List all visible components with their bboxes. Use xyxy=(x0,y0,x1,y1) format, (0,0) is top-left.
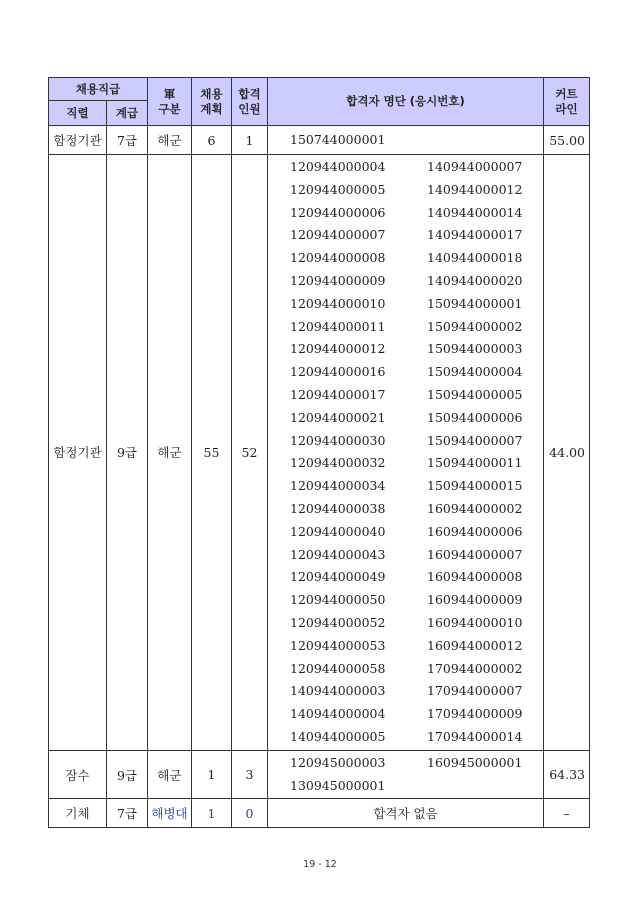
applicant-number: 160944000002 xyxy=(427,500,523,516)
table-row xyxy=(49,126,590,155)
applicant-number: 120944000032 xyxy=(290,455,386,471)
table-row xyxy=(49,799,590,828)
header-planned xyxy=(192,78,232,126)
cell-passed: 0 xyxy=(232,799,268,828)
applicant-number: 120944000006 xyxy=(290,204,386,220)
applicant-number: 120944000050 xyxy=(290,592,386,608)
applicant-number: 150944000011 xyxy=(427,455,523,471)
applicant-number: 160944000008 xyxy=(427,569,523,585)
header-passed-line1: 합격 xyxy=(238,86,261,101)
applicant-number: 160944000009 xyxy=(427,592,523,608)
cell-number-list xyxy=(268,750,544,799)
header-military-char: 軍 xyxy=(163,86,176,101)
applicant-number: 150944000015 xyxy=(427,478,523,494)
cell-passed: 1 xyxy=(232,126,268,155)
applicant-number: 120944000021 xyxy=(290,409,386,425)
applicant-number: 150944000006 xyxy=(427,409,523,425)
results-table xyxy=(48,77,590,828)
applicant-number: 120945000003 xyxy=(290,754,386,770)
applicant-number: 120944000004 xyxy=(290,159,386,174)
table-row xyxy=(49,750,590,799)
applicant-number: 140944000003 xyxy=(290,683,386,699)
applicant-number: 170944000007 xyxy=(427,683,523,699)
applicant-number: 160945000001 xyxy=(427,754,523,770)
header-planned-line1: 채용 xyxy=(200,86,223,101)
header-cutoff xyxy=(544,78,590,126)
applicant-number: 170944000014 xyxy=(427,728,523,744)
applicant-number: 120944000052 xyxy=(290,614,386,630)
applicant-number: 150744000001 xyxy=(290,131,386,147)
applicant-number: 120944000016 xyxy=(290,364,386,380)
applicant-number: 140944000018 xyxy=(427,250,523,266)
cell-branch: 해군 xyxy=(148,750,192,799)
applicant-number: 140944000014 xyxy=(427,204,523,220)
number-grid xyxy=(290,129,543,152)
cell-passed: 52 xyxy=(232,155,268,751)
applicant-number: 120944000005 xyxy=(290,181,386,197)
applicant-number: 120944000034 xyxy=(290,478,386,494)
header-military-sub: 구분 xyxy=(158,101,181,116)
applicant-number: 150944000003 xyxy=(427,341,523,357)
applicant-number: 120944000043 xyxy=(290,546,386,562)
cell-planned: 55 xyxy=(192,155,232,751)
applicant-number: 130945000001 xyxy=(290,777,386,793)
cell-occupation: 기체 xyxy=(49,799,107,828)
cell-planned: 1 xyxy=(192,799,232,828)
cell-no-passers: 합격자 없음 xyxy=(268,799,544,828)
applicant-number: 120944000007 xyxy=(290,227,386,243)
table-row xyxy=(49,155,590,751)
applicant-number: 120944000058 xyxy=(290,660,386,676)
number-grid xyxy=(290,752,543,798)
applicant-number: 120944000009 xyxy=(290,272,386,288)
applicant-number: 140944000004 xyxy=(290,706,386,722)
applicant-number: 120944000030 xyxy=(290,432,386,448)
applicant-number: 150944000004 xyxy=(427,364,523,380)
header-cutoff-line1: 커트 xyxy=(555,86,578,101)
cell-planned: 1 xyxy=(192,750,232,799)
cell-grade: 7급 xyxy=(107,126,148,155)
number-grid xyxy=(290,156,543,749)
cell-cutoff: 44.00 xyxy=(544,155,590,751)
header-recruit-rank: 채용직급 xyxy=(49,78,148,101)
applicant-number: 120944000012 xyxy=(290,341,386,357)
page-number: 19 - 12 xyxy=(303,859,337,870)
applicant-number: 160944000006 xyxy=(427,523,523,539)
header-military xyxy=(148,78,192,126)
applicant-number: 160944000012 xyxy=(427,637,523,653)
cell-number-list xyxy=(268,155,544,751)
applicant-number: 120944000049 xyxy=(290,569,386,585)
applicant-number: 140944000020 xyxy=(427,272,523,288)
applicant-number: 140944000012 xyxy=(427,181,523,197)
applicant-number: 120944000010 xyxy=(290,295,386,311)
cell-cutoff: 64.33 xyxy=(544,750,590,799)
applicant-number: 160944000007 xyxy=(427,546,523,562)
applicant-number: 120944000008 xyxy=(290,250,386,266)
applicant-number: 120944000011 xyxy=(290,318,386,334)
cell-cutoff: 55.00 xyxy=(544,126,590,155)
header-planned-line2: 계획 xyxy=(200,101,223,116)
header-passed xyxy=(232,78,268,126)
cell-occupation: 함정기관 xyxy=(49,126,107,155)
applicant-number: 150944000002 xyxy=(427,318,523,334)
header-grade: 계급 xyxy=(107,101,148,126)
cell-branch: 해병대 xyxy=(148,799,192,828)
cell-planned: 6 xyxy=(192,126,232,155)
applicant-number: 170944000002 xyxy=(427,660,523,676)
applicant-number: 160944000010 xyxy=(427,614,523,630)
applicant-number: 150944000007 xyxy=(427,432,523,448)
applicant-number: 150944000005 xyxy=(427,386,523,402)
cell-grade: 7급 xyxy=(107,799,148,828)
header-passed-line2: 인원 xyxy=(238,101,261,116)
cell-passed: 3 xyxy=(232,750,268,799)
cell-grade: 9급 xyxy=(107,750,148,799)
header-cutoff-line2: 라인 xyxy=(555,101,578,116)
cell-number-list xyxy=(268,126,544,155)
header-occupation: 직렬 xyxy=(49,101,107,126)
applicant-number: 170944000009 xyxy=(427,706,523,722)
cell-occupation: 함정기관 xyxy=(49,155,107,751)
applicant-number: 140944000007 xyxy=(427,159,523,174)
applicant-number: 140944000017 xyxy=(427,227,523,243)
cell-branch: 해군 xyxy=(148,126,192,155)
cell-occupation: 잠수 xyxy=(49,750,107,799)
applicant-number: 120944000038 xyxy=(290,500,386,516)
cell-grade: 9급 xyxy=(107,155,148,751)
applicant-number: 120944000017 xyxy=(290,386,386,402)
cell-branch: 해군 xyxy=(148,155,192,751)
header-list-title: 합격자 명단 (응시번호) xyxy=(268,78,544,126)
cell-cutoff: – xyxy=(544,799,590,828)
applicant-number: 150944000001 xyxy=(427,295,523,311)
applicant-number: 120944000053 xyxy=(290,637,386,653)
applicant-number: 120944000040 xyxy=(290,523,386,539)
applicant-number: 140944000005 xyxy=(290,728,386,744)
